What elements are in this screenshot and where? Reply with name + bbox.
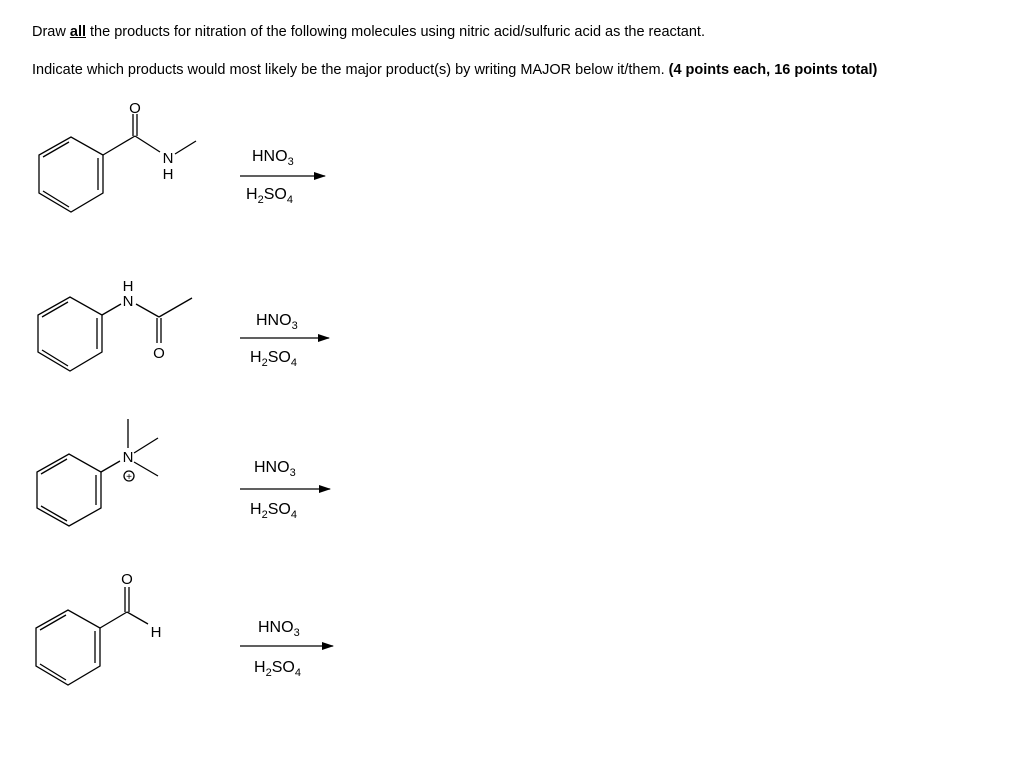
reagent-hno3-4: $HNO_3$: [258, 619, 300, 639]
hydrogen-atom-label-4: H: [150, 624, 162, 641]
oxygen-atom-label-2: O: [153, 345, 165, 362]
instruction-1-post: the products for nitration of the following molecules using nitric acid/sulfuric acid as the reactant.: [86, 24, 705, 40]
reagent-h2so4-4: $H_2SO_4$: [254, 659, 301, 679]
reagent-hno3-3: $HNO_3$: [254, 459, 296, 479]
reagent-h2so4-3: $H_2SO_4$: [250, 501, 297, 521]
benzene-ring-3: [37, 454, 101, 526]
points-note: (4 points each, 16 points total): [668, 62, 878, 78]
instruction-1-emphasis: all: [69, 24, 86, 40]
reaction-4: [36, 571, 333, 685]
molecule-2-structure: [38, 297, 192, 371]
reaction-3: [37, 419, 330, 526]
nitrogen-atom-label-2: N: [122, 293, 134, 310]
nitrogen-atom-label-1: N: [162, 150, 174, 167]
oxygen-atom-label-1: O: [129, 100, 141, 117]
molecule-3-structure: [37, 419, 158, 526]
benzene-ring-4: [36, 610, 100, 685]
benzene-ring-1: [39, 137, 103, 212]
reaction-2: [38, 278, 329, 371]
reagent-hno3-2: $HNO_3$: [256, 312, 298, 332]
reagent-hno3-1: $HNO_3$: [252, 148, 294, 168]
instruction-1-pre: Draw: [32, 24, 70, 40]
hydrogen-atom-label-1: H: [162, 166, 174, 183]
instruction-2-text: Indicate which products would most likely be the major product(s) by writing MAJOR below it/them.: [32, 62, 669, 78]
oxygen-atom-label-4: O: [121, 571, 133, 588]
reagent-h2so4-2: $H_2SO_4$: [250, 349, 297, 369]
molecule-4-structure: [36, 587, 148, 685]
positive-charge-sign: +: [126, 472, 132, 483]
reaction-1: [39, 100, 325, 212]
benzene-ring-2: [38, 297, 102, 371]
reagent-h2so4-1: $H_2SO_4$: [246, 186, 293, 206]
hydrogen-atom-label-2: H: [122, 278, 134, 295]
nitrogen-atom-label-3: N: [122, 449, 134, 466]
